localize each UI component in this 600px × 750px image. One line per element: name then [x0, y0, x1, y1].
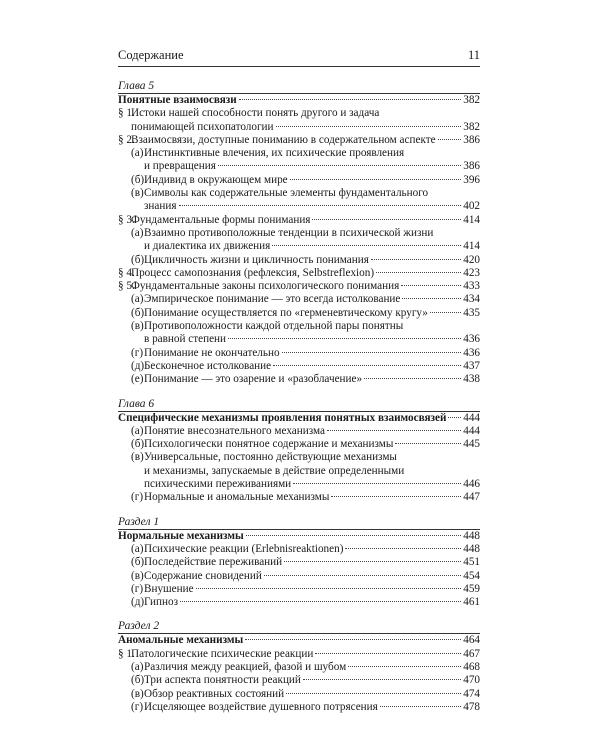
- toc-section: [118, 620, 480, 714]
- dot-leader: [286, 693, 461, 694]
- entry-page-number: 444: [463, 424, 480, 437]
- dot-leader: [284, 561, 461, 562]
- entry-page-number: 444: [463, 411, 480, 424]
- dot-leader: [303, 679, 461, 680]
- entry-page-number: 434: [463, 293, 480, 306]
- entry-number: § 5.: [118, 280, 135, 293]
- toc-entry: [118, 491, 480, 504]
- toc-entry: [118, 280, 480, 293]
- entry-number: (д): [131, 359, 145, 372]
- toc-entry: [118, 373, 480, 386]
- entry-text: Процесс самопознания (рефлексия, Selbstreflexion): [131, 266, 375, 279]
- entry-text: Обзор реактивных состояний: [144, 687, 285, 700]
- entry-text: Психические реакции (Erlebnisreaktionen): [144, 542, 344, 555]
- toc-entry: [118, 451, 480, 491]
- entry-page-number: 382: [463, 94, 480, 106]
- entry-number: (д): [131, 596, 145, 609]
- toc-entry: [118, 147, 480, 174]
- entry-number: (а): [131, 542, 144, 555]
- entry-text: Истоки нашей способности понять другого и задача: [131, 107, 380, 120]
- dot-leader: [430, 312, 461, 313]
- section-label: Раздел 2: [118, 620, 160, 633]
- entry-page-number: 433: [463, 280, 480, 293]
- toc-entry: [118, 187, 480, 214]
- entry-text: психическими переживаниями: [144, 478, 292, 491]
- toc-entry: [118, 648, 480, 661]
- toc-entry: [118, 360, 480, 373]
- dot-leader: [448, 417, 461, 418]
- entry-text: Понятие внесознательного механизма: [144, 424, 325, 437]
- entry-text: Универсальные, постоянно действующие механизмы: [144, 451, 397, 464]
- entry-text: Содержание сновидений: [144, 569, 262, 582]
- entry-text: понимающей психопатологии: [131, 120, 274, 133]
- entry-text: Специфические механизмы проявления понятных взаимосвязей: [118, 411, 447, 424]
- entry-number: (в): [131, 569, 144, 582]
- dot-leader: [180, 601, 461, 602]
- entry-number: (б): [131, 556, 145, 569]
- entry-page-number: 382: [463, 120, 480, 133]
- entry-number: § 2.: [118, 133, 135, 146]
- entry-text: Аномальные механизмы: [118, 634, 244, 647]
- entry-page-number: 461: [463, 596, 480, 609]
- entry-text: Понимание осуществляется по «герменевтическому кругу»: [144, 306, 428, 319]
- entry-page-number: 436: [463, 333, 480, 346]
- entry-page-number: 451: [463, 556, 480, 569]
- entry-page-number: 464: [463, 634, 480, 647]
- section-label: Глава 6: [118, 397, 155, 410]
- entry-text: и механизмы, запускаемые в действие определенными: [144, 464, 405, 477]
- running-header: [118, 48, 480, 66]
- entry-text: в равной степени: [144, 333, 227, 346]
- dot-leader: [218, 165, 461, 166]
- entry-number: (г): [131, 346, 144, 359]
- entry-number: (г): [131, 491, 144, 504]
- dot-leader: [401, 285, 461, 286]
- toc-entry: [118, 107, 480, 134]
- dot-leader: [239, 99, 461, 100]
- dot-leader: [196, 588, 462, 589]
- toc-section: [118, 398, 480, 505]
- entry-number: (а): [131, 226, 144, 239]
- chapter-title-entry: [118, 529, 480, 543]
- dot-leader: [315, 653, 461, 654]
- entry-page-number: 414: [463, 240, 480, 253]
- dot-leader: [376, 272, 461, 273]
- dot-leader: [438, 139, 462, 140]
- toc-entry: [118, 688, 480, 701]
- toc-entry: [118, 174, 480, 187]
- entry-text: Нормальные и аномальные механизмы: [144, 491, 330, 504]
- entry-page-number: 474: [463, 687, 480, 700]
- entry-number: (а): [131, 660, 144, 673]
- toc-entry: [118, 570, 480, 583]
- entry-text: Цикличность жизни и цикличность понимания: [144, 253, 369, 266]
- entry-number: § 1.: [118, 647, 135, 660]
- page-number: 11: [467, 48, 480, 62]
- dot-leader: [264, 575, 461, 576]
- entry-text: Эмпирическое понимание — это всегда истолкование: [144, 293, 401, 306]
- dot-leader: [348, 666, 461, 667]
- entry-page-number: 420: [463, 253, 480, 266]
- entry-text: Бесконечное истолкование: [144, 359, 272, 372]
- entry-page-number: 414: [463, 213, 480, 226]
- entry-text: Символы как содержательные элементы фундаментального: [144, 187, 429, 200]
- dot-leader: [331, 496, 461, 497]
- toc-entry: [118, 214, 480, 227]
- entry-number: (а): [131, 293, 144, 306]
- entry-page-number: 437: [463, 359, 480, 372]
- toc-entry: [118, 438, 480, 451]
- entry-text: Патологические психические реакции: [131, 647, 314, 660]
- entry-page-number: 438: [463, 373, 480, 386]
- entry-number: (б): [131, 253, 145, 266]
- entry-text: Три аспекта понятности реакций: [144, 674, 301, 687]
- entry-number: (а): [131, 424, 144, 437]
- chapter-title-entry: [118, 93, 480, 107]
- entry-page-number: 467: [463, 647, 480, 660]
- entry-number: (г): [131, 582, 144, 595]
- chapter-title-entry: [118, 633, 480, 647]
- entry-page-number: 396: [463, 173, 480, 186]
- dot-leader: [246, 535, 462, 536]
- entry-text: Гипноз: [144, 596, 179, 609]
- dot-leader: [282, 352, 462, 353]
- dot-leader: [293, 483, 461, 484]
- entry-page-number: 435: [463, 306, 480, 319]
- dot-leader: [371, 259, 461, 260]
- toc-section: [118, 516, 480, 610]
- entry-number: (в): [131, 187, 144, 200]
- entry-page-number: 447: [463, 491, 480, 504]
- toc-entry: [118, 227, 480, 254]
- toc-entry: [118, 307, 480, 320]
- toc-entry: [118, 596, 480, 609]
- dot-leader: [290, 179, 462, 180]
- entry-page-number: 386: [463, 160, 480, 173]
- entry-text: Фундаментальные формы понимания: [131, 213, 311, 226]
- toc-entry: [118, 543, 480, 556]
- chapter-title-entry: [118, 411, 480, 425]
- entry-text: Взаимно противоположные тенденции в психической жизни: [144, 226, 434, 239]
- entry-page-number: 459: [463, 582, 480, 595]
- toc-entry: [118, 661, 480, 674]
- entry-page-number: 446: [463, 478, 480, 491]
- entry-number: § 1.: [118, 107, 135, 120]
- entry-text: Фундаментальные законы психологического понимания: [131, 280, 400, 293]
- toc-entry: [118, 556, 480, 569]
- toc-entry: [118, 583, 480, 596]
- entry-number: (б): [131, 438, 145, 451]
- toc-entry: [118, 134, 480, 147]
- entry-text: и превращения: [144, 160, 216, 173]
- entry-number: (а): [131, 147, 144, 160]
- entry-text: Различия между реакцией, фазой и шубом: [144, 660, 347, 673]
- entry-text: Психологически понятное содержание и механизмы: [144, 438, 394, 451]
- entry-text: Последействие переживаний: [144, 556, 283, 569]
- entry-text: Исцеляющее воздействие душевного потрясения: [144, 700, 378, 713]
- dot-leader: [273, 365, 461, 366]
- dot-leader: [345, 548, 461, 549]
- toc-entry: [118, 267, 480, 280]
- dot-leader: [364, 378, 461, 379]
- entry-number: (г): [131, 700, 144, 713]
- dot-leader: [312, 219, 461, 220]
- dot-leader: [179, 205, 462, 206]
- entry-number: § 3.: [118, 213, 135, 226]
- entry-text: и диалектика их движения: [144, 240, 271, 253]
- entry-number: (в): [131, 687, 144, 700]
- dot-leader: [245, 639, 461, 640]
- toc-section: [118, 80, 480, 387]
- entry-number: (б): [131, 674, 145, 687]
- entry-number: (б): [131, 173, 145, 186]
- entry-number: (б): [131, 306, 145, 319]
- section-label: Глава 5: [118, 80, 155, 92]
- entry-page-number: 468: [463, 660, 480, 673]
- dot-leader: [380, 706, 461, 707]
- entry-page-number: 402: [463, 200, 480, 213]
- entry-page-number: 386: [463, 133, 480, 146]
- toc-entry: [118, 674, 480, 687]
- dot-leader: [402, 298, 461, 299]
- entry-text: знания: [144, 200, 177, 213]
- entry-text: Нормальные механизмы: [118, 529, 244, 542]
- running-header-title: Содержание: [118, 48, 184, 62]
- entry-number: (в): [131, 451, 144, 464]
- entry-text: Понимание не окончательно: [144, 346, 280, 359]
- dot-leader: [228, 338, 461, 339]
- section-label: Раздел 1: [118, 515, 160, 528]
- entry-page-number: 436: [463, 346, 480, 359]
- toc-entry: [118, 425, 480, 438]
- entry-page-number: 470: [463, 674, 480, 687]
- dot-leader: [272, 245, 461, 246]
- entry-page-number: 445: [463, 438, 480, 451]
- dot-leader: [395, 443, 461, 444]
- entry-text: Внушение: [144, 582, 194, 595]
- toc-entry: [118, 701, 480, 714]
- entry-page-number: 423: [463, 266, 480, 279]
- entry-page-number: 478: [463, 700, 480, 713]
- dot-leader: [327, 430, 461, 431]
- entry-page-number: 448: [463, 542, 480, 555]
- entry-text: Взаимосвязи, доступные пониманию в содержательном аспекте: [131, 133, 436, 146]
- entry-text: Индивид в окружающем мире: [144, 173, 288, 186]
- entry-text: Понятные взаимосвязи: [118, 94, 237, 106]
- toc-entry: [118, 293, 480, 306]
- toc-entry: [118, 320, 480, 347]
- entry-page-number: 448: [463, 529, 480, 542]
- dot-leader: [276, 126, 462, 127]
- entry-text: Инстинктивные влечения, их психические проявления: [144, 147, 405, 160]
- entry-page-number: 454: [463, 569, 480, 582]
- entry-number: § 4.: [118, 266, 135, 279]
- entry-text: Понимание — это озарение и «разоблачение»: [144, 373, 363, 386]
- entry-text: Противоположности каждой отдельной пары понятны: [144, 320, 404, 333]
- table-of-contents: [118, 80, 480, 725]
- header-rule: [118, 66, 480, 67]
- toc-entry: [118, 347, 480, 360]
- entry-number: (в): [131, 320, 144, 333]
- entry-number: (е): [131, 373, 144, 386]
- toc-entry: [118, 254, 480, 267]
